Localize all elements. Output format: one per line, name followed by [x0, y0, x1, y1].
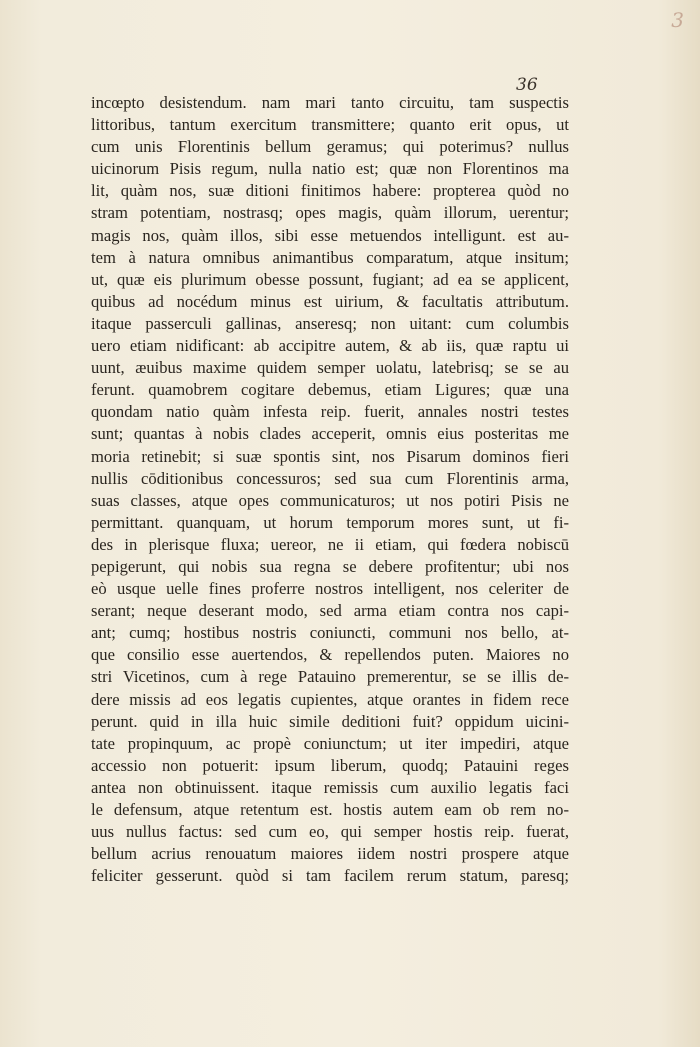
text-line: antea non obtinuissent. itaque remissis cum auxilio legatis faci — [91, 777, 569, 797]
text-line: incœpto desistendum. nam mari tanto circuitu, tam suspectis — [91, 93, 569, 112]
folio-number: 36 — [516, 75, 538, 95]
text-line: ut, quæ eis plurimum obesse possunt, fugiant; ad ea se applicent, — [91, 269, 569, 289]
text-line: le defensum, atque retentum est. hostis autem eam ob rem no- — [91, 800, 569, 819]
text-line: sunt; quantas à nobis clades acceperit, omnis eius posteritas me — [91, 424, 569, 444]
text-line: nullis cōditionibus concessuros; sed sua cum Florentinis arma, — [91, 468, 569, 488]
text-line: uero etiam nidificant: ab accipitre autem, & ab iis, quæ raptu ui — [91, 336, 569, 356]
text-line: serant; neque deserant modo, sed arma etiam contra nos capi- — [91, 601, 569, 621]
text-line: quondam natio quàm infesta reip. fuerit, annales nostri testes — [91, 402, 569, 422]
text-line: uunt, æuibus maxime quidem semper uolatu, latebrisq; se se au — [91, 358, 569, 378]
text-line: accessio non potuerit: ipsum liberum, quodq; Patauini reges — [91, 755, 569, 775]
text-line: suas classes, atque opes communicaturos; ut nos potiri Pisis ne — [91, 490, 569, 510]
text-line: uus nullus factus: sed cum eo, qui semper hostis reip. fuerat, — [91, 822, 569, 842]
text-line: bellum acrius renouatum maiores iidem nostri prospere atque — [91, 844, 569, 864]
text-line: ant; cumq; hostibus nostris coniuncti, communi nos bello, at- — [91, 623, 569, 643]
text-line: stram potentiam, nostrasq; opes magis, quàm illorum, uerentur; — [91, 203, 569, 223]
text-line: ferunt. quamobrem cogitare debemus, etiam Ligures; quæ una — [91, 380, 569, 400]
text-line: dere missis ad eos legatis cupientes, atque orantes in fidem rece — [91, 689, 569, 709]
text-line: quibus ad nocédum minus est uirium, & facultatis attributum. — [91, 291, 569, 311]
text-line: littoribus, tantum exercitum transmittere; quanto erit opus, ut — [91, 115, 569, 135]
corner-page-mark: 3 — [671, 8, 684, 32]
text-line: stri Vicetinos, cum à rege Patauino premerentur, se se illis de- — [91, 667, 569, 687]
text-line: cum unis Florentinis bellum geramus; qui poterimus? nullus — [91, 137, 569, 157]
text-line: eò usque uelle fines proferre nostros intelligent, nos celeriter de — [91, 579, 569, 599]
text-line: feliciter gesserunt. quòd si tam facilem rerum statum, paresq; — [91, 866, 569, 886]
text-line: itaque passerculi gallinas, anseresq; non uitant: cum columbis — [91, 313, 569, 333]
body-text — [91, 92, 569, 887]
text-line: tate propinquum, ac propè coniunctum; ut iter impediri, atque — [91, 733, 569, 753]
text-line: des in plerisque fluxa; uereor, ne ii etiam, qui fœdera nobiscū — [91, 534, 569, 554]
text-line: uicinorum Pisis regum, nulla natio est; quæ non Florentinos ma — [91, 159, 569, 179]
text-line: pepigerunt, qui nobis sua regna se debere profitentur; ubi nos — [91, 556, 569, 576]
text-line: tem à natura omnibus animantibus comparatum, atque insitum; — [91, 247, 569, 267]
text-line: perunt. quid in illa huic simile deditioni fuit? oppidum uicini- — [91, 711, 569, 731]
text-line: moria retinebit; si suæ spontis sint, nos Pisarum dominos fieri — [91, 446, 569, 466]
text-line: permittant. quanquam, ut horum temporum mores sunt, ut fi- — [91, 512, 569, 532]
text-line: que consilio esse auertendos, & repellendos puten. Maiores no — [91, 645, 569, 665]
text-line: lit, quàm nos, suæ ditioni finitimos habere: propterea quòd no — [91, 181, 569, 201]
text-line: magis nos, quàm illos, sibi esse metuendos intelligunt. est au- — [91, 225, 569, 245]
